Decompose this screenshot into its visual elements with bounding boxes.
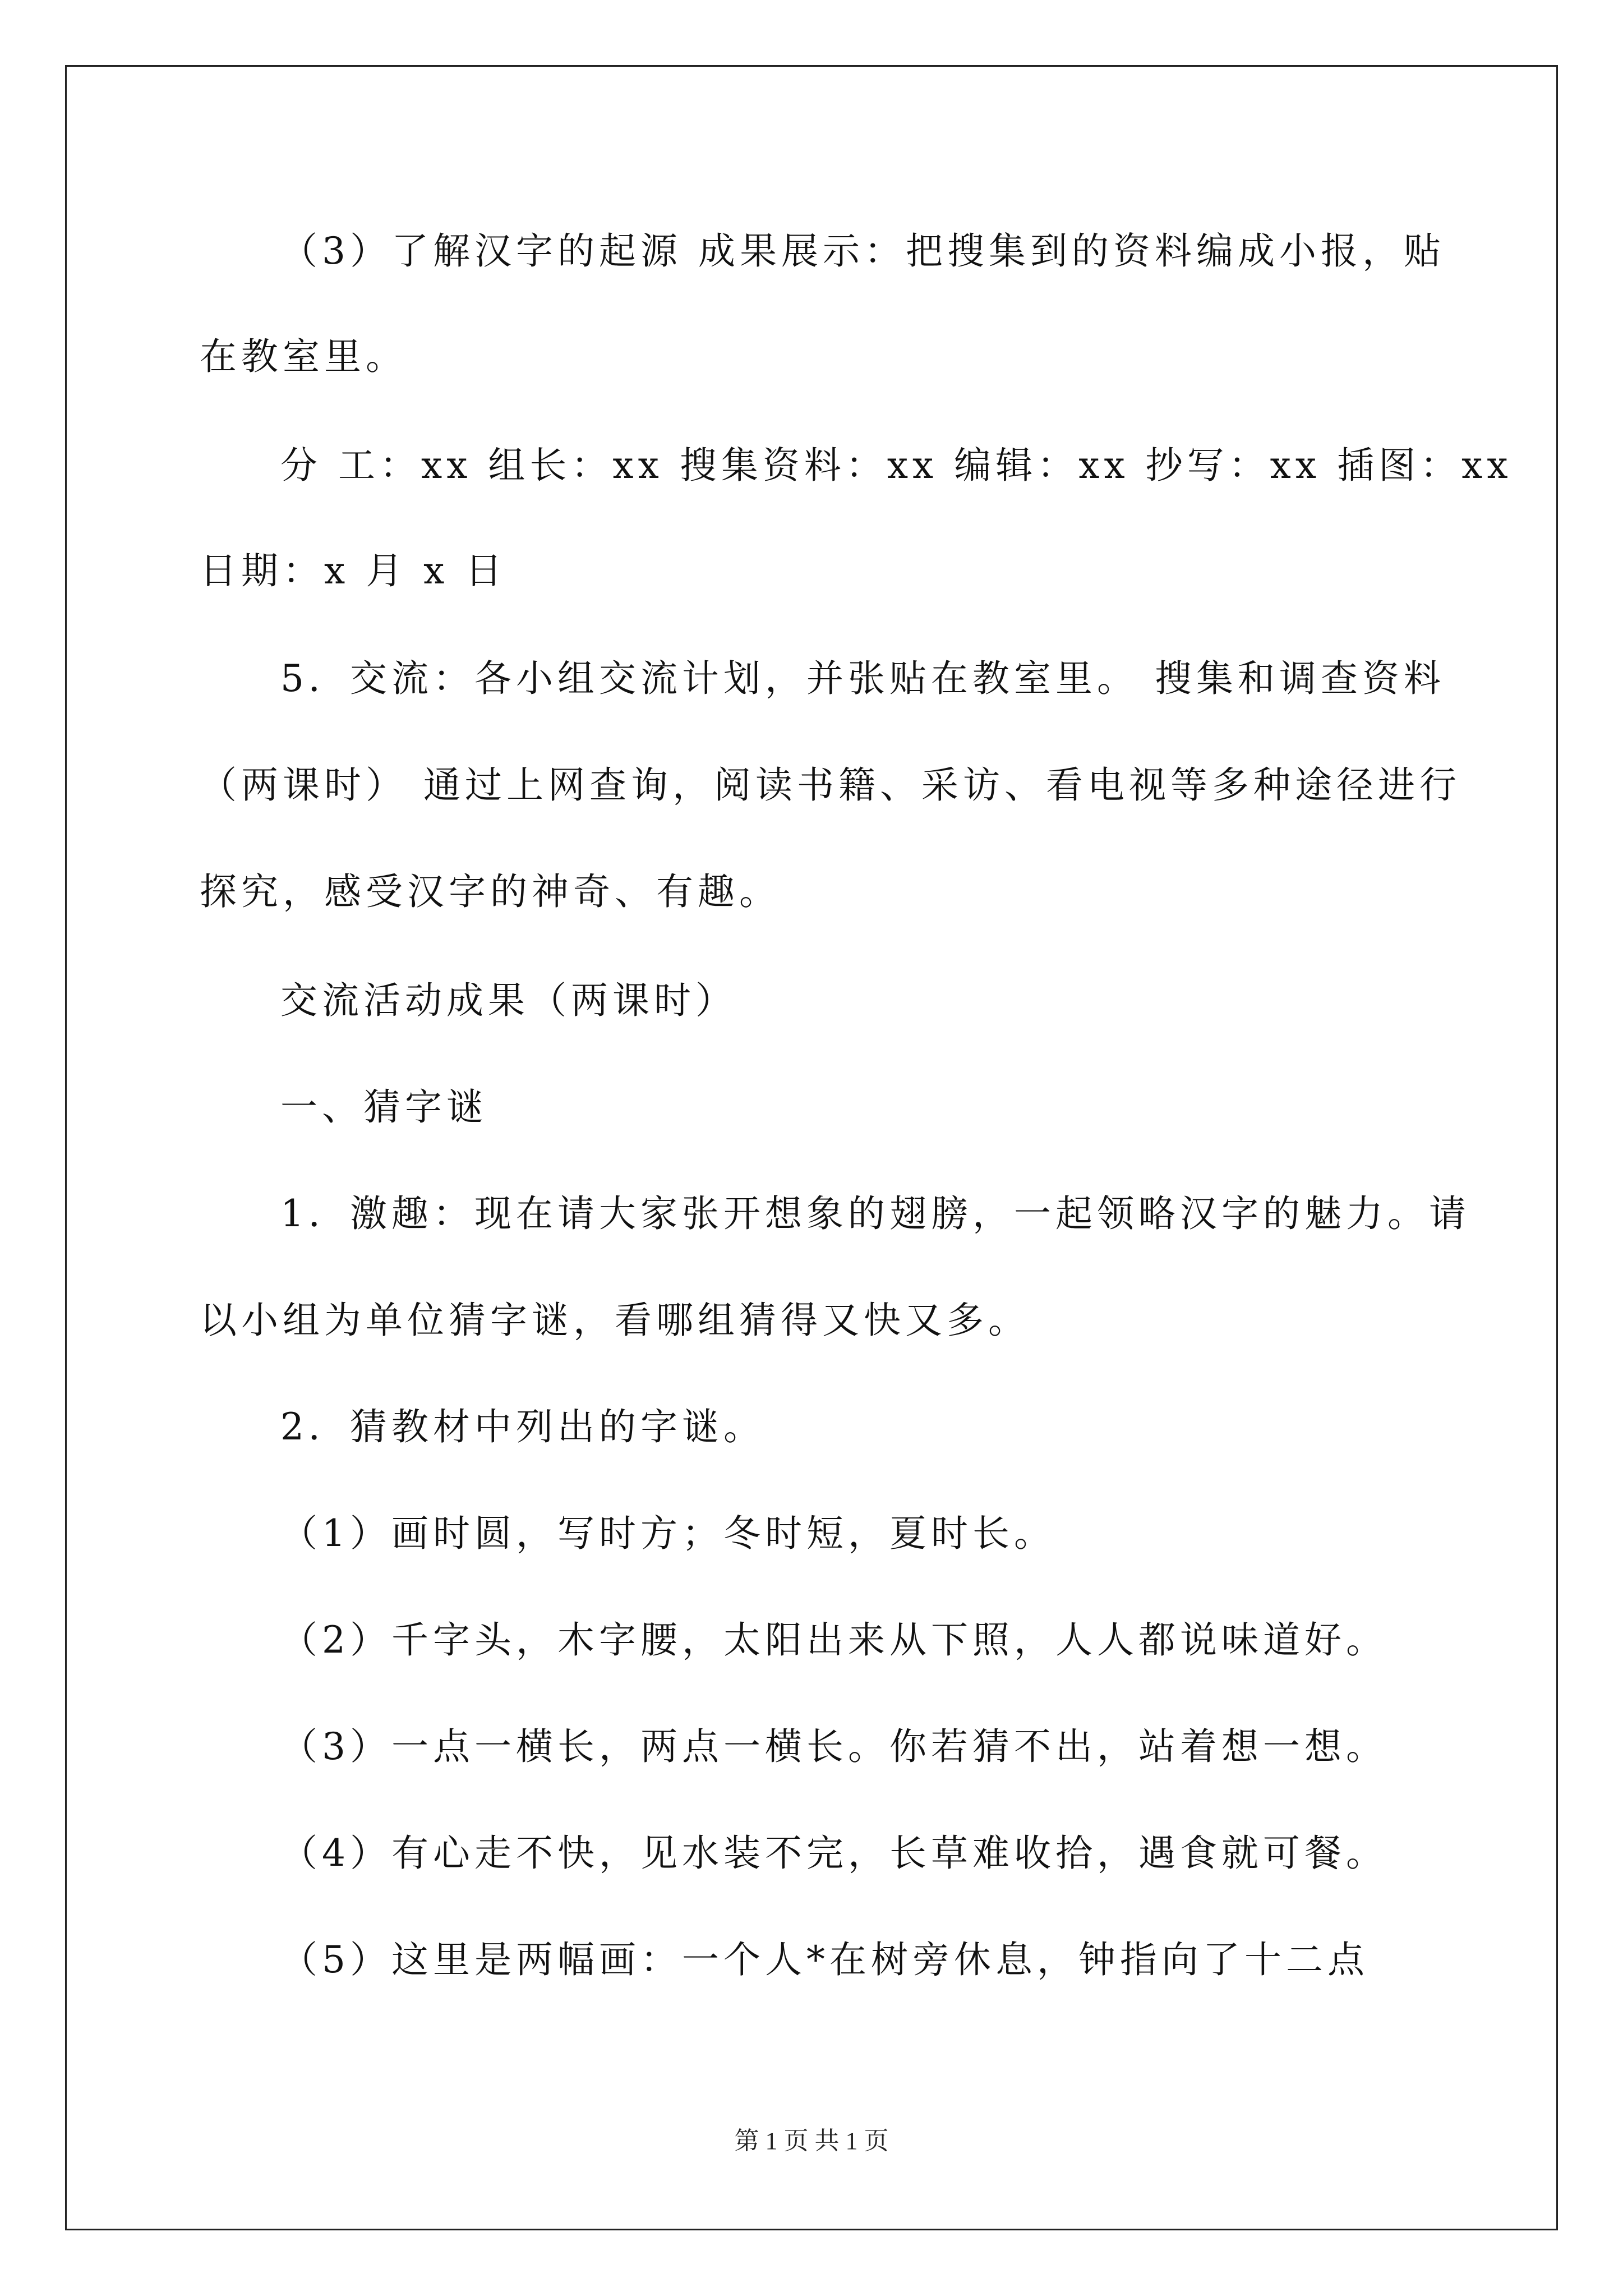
text-line-11: 以小组为单位猜字谜，看哪组猜得又快又多。 bbox=[200, 1299, 1030, 1342]
text-line-7: 探究，感受汉字的神奇、有趣。 bbox=[200, 870, 781, 913]
text-line-5: 5．交流：各小组交流计划，并张贴在教室里。 搜集和调查资料 bbox=[280, 657, 1445, 700]
section-heading: 交流活动成果（两课时） bbox=[280, 979, 737, 1022]
riddle-3: （3）一点一横长，两点一横长。你若猜不出，站着想一想。 bbox=[280, 1725, 1387, 1768]
text-line-12: 2．猜教材中列出的字谜。 bbox=[280, 1405, 765, 1448]
text-line-10: 1．激趣：现在请大家张开想象的翅膀，一起领略汉字的魅力。请 bbox=[280, 1192, 1470, 1235]
riddle-4: （4）有心走不快，见水装不完，长草难收拾，遇食就可餐。 bbox=[280, 1832, 1387, 1875]
text-line-1: （3）了解汉字的起源 成果展示：把搜集到的资料编成小报，贴 bbox=[280, 229, 1445, 273]
page-border bbox=[65, 65, 1558, 2230]
text-line-3: 分 工：xx 组长：xx 搜集资料：xx 编辑：xx 抄写：xx 插图：xx bbox=[280, 444, 1513, 487]
subheading: 一、猜字谜 bbox=[280, 1085, 488, 1129]
riddle-1: （1）画时圆，写时方；冬时短，夏时长。 bbox=[280, 1512, 1055, 1555]
text-line-2: 在教室里。 bbox=[200, 335, 407, 378]
text-line-6: （两课时） 通过上网查询，阅读书籍、采访、看电视等多种途径进行 bbox=[200, 763, 1461, 807]
riddle-2: （2）千字头，木字腰，太阳出来从下照，人人都说味道好。 bbox=[280, 1618, 1387, 1662]
page-footer: 第 1 页 共 1 页 bbox=[734, 2127, 889, 2155]
text-line-4: 日期：x 月 x 日 bbox=[200, 549, 507, 592]
riddle-5: （5）这里是两幅画：一个人*在树旁休息，钟指向了十二点 bbox=[280, 1938, 1369, 1981]
